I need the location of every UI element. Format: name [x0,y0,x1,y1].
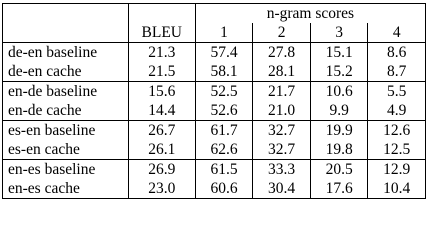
ngram-col-header-2: 2 [253,23,311,43]
results-table [2,3,426,199]
ngram-col-header-4: 4 [368,23,426,43]
row-label: es-en baseline [3,121,129,141]
corner-cell-2 [3,23,129,43]
ngram-2-value: 21.7 [253,82,311,102]
ngram-2-value: 28.1 [253,62,311,82]
ngram-1-value: 62.6 [195,140,253,160]
table-row [3,179,426,199]
bleu-value: 21.5 [128,62,195,82]
row-label: de-en baseline [3,43,129,63]
ngram-3-value: 10.6 [310,82,368,102]
bleu-header-spacer [128,4,195,24]
bleu-value: 26.7 [128,121,195,141]
row-label: en-de cache [3,101,129,121]
table-row [3,121,426,141]
ngram-1-value: 58.1 [195,62,253,82]
row-label: de-en cache [3,62,129,82]
ngram-1-value: 52.5 [195,82,253,102]
ngram-4-value: 12.6 [368,121,426,141]
row-label: en-es cache [3,179,129,199]
corner-cell [3,4,129,24]
ngram-2-value: 32.7 [253,121,311,141]
ngram-1-value: 57.4 [195,43,253,63]
row-label: en-de baseline [3,82,129,102]
table-row [3,160,426,180]
ngram-4-value: 12.9 [368,160,426,180]
ngram-2-value: 30.4 [253,179,311,199]
ngram-3-value: 19.9 [310,121,368,141]
ngram-col-header-1: 1 [195,23,253,43]
ngram-4-value: 8.6 [368,43,426,63]
ngram-1-value: 61.7 [195,121,253,141]
ngram-1-value: 52.6 [195,101,253,121]
ngram-2-value: 27.8 [253,43,311,63]
ngram-3-value: 9.9 [310,101,368,121]
bleu-value: 26.9 [128,160,195,180]
bleu-value: 14.4 [128,101,195,121]
table-row [3,62,426,82]
ngram-4-value: 4.9 [368,101,426,121]
ngram-2-value: 32.7 [253,140,311,160]
bleu-header: BLEU [128,23,195,43]
ngram-4-value: 5.5 [368,82,426,102]
ngram-col-header-3: 3 [310,23,368,43]
table-row [3,82,426,102]
ngram-scores-header: n-gram scores [195,4,425,24]
ngram-3-value: 15.2 [310,62,368,82]
table-row [3,140,426,160]
ngram-4-value: 10.4 [368,179,426,199]
header-row-2 [3,23,426,43]
bleu-value: 26.1 [128,140,195,160]
row-label: en-es baseline [3,160,129,180]
bleu-value: 15.6 [128,82,195,102]
ngram-4-value: 12.5 [368,140,426,160]
ngram-1-value: 61.5 [195,160,253,180]
row-label: es-en cache [3,140,129,160]
ngram-2-value: 33.3 [253,160,311,180]
bleu-value: 21.3 [128,43,195,63]
header-row-1 [3,4,426,24]
ngram-3-value: 20.5 [310,160,368,180]
ngram-4-value: 8.7 [368,62,426,82]
ngram-2-value: 21.0 [253,101,311,121]
table-row [3,43,426,63]
bleu-value: 23.0 [128,179,195,199]
ngram-3-value: 19.8 [310,140,368,160]
ngram-1-value: 60.6 [195,179,253,199]
table-row [3,101,426,121]
ngram-3-value: 15.1 [310,43,368,63]
ngram-3-value: 17.6 [310,179,368,199]
